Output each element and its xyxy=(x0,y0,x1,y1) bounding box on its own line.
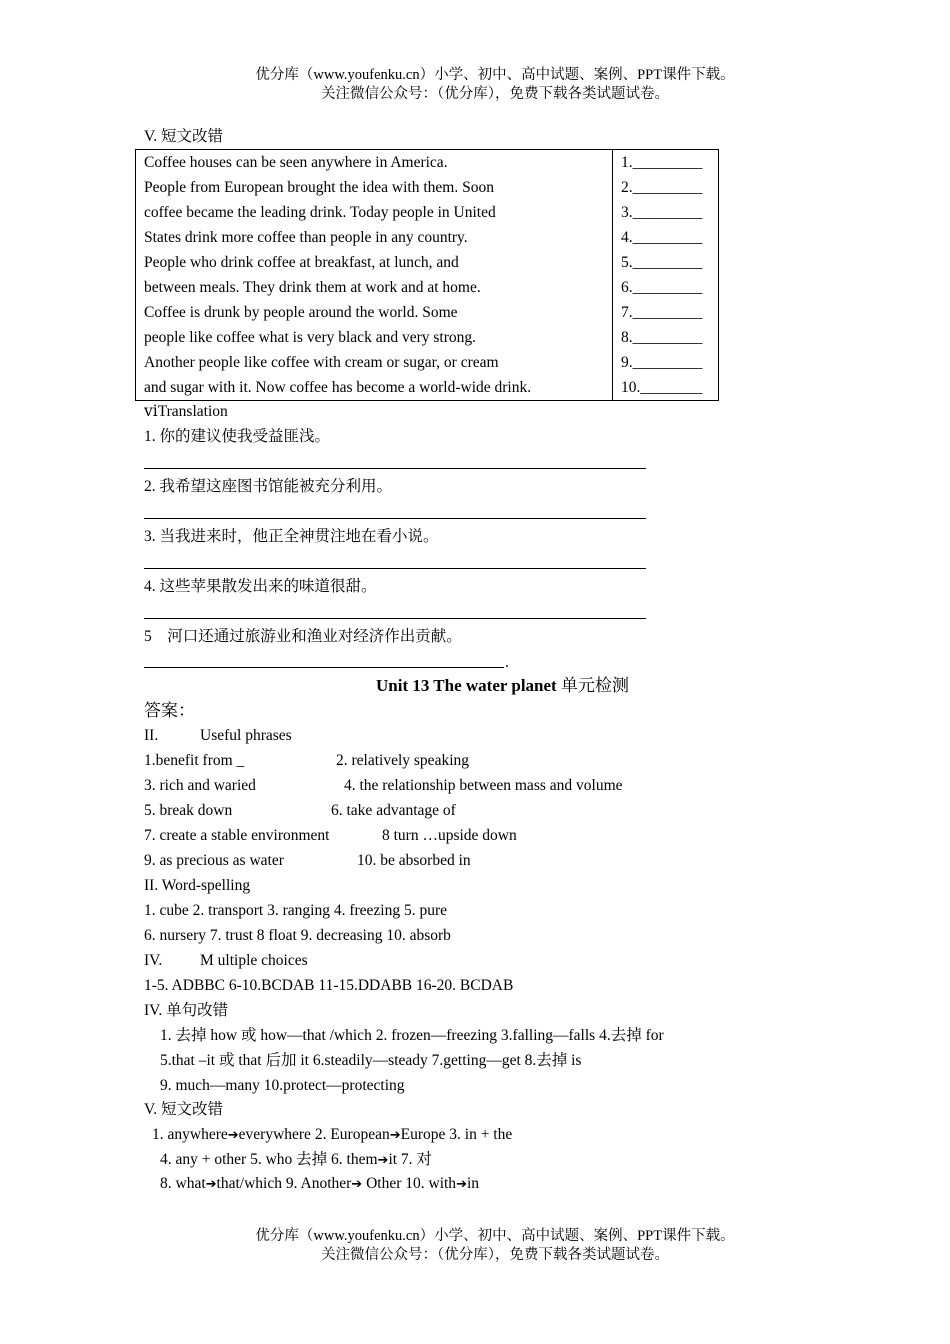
phrase-answer: 2. relatively speaking xyxy=(336,752,469,769)
sentence-correction-line: 1. 去掉 how 或 how—that /which 2. frozen—freezing 3.falling—falls 4.去掉 for xyxy=(160,1027,664,1044)
arrow-icon: ➔ xyxy=(456,1177,467,1192)
passage-line: People who drink coffee at breakfast, at lunch, and xyxy=(144,254,459,271)
phrase-answer: 5. break down xyxy=(144,802,233,819)
answer-blank[interactable]: 9._________ xyxy=(621,354,703,371)
sentence-correction-line: 9. much—many 10.protect—protecting xyxy=(160,1077,405,1094)
arrow-icon: ➔ xyxy=(377,1153,389,1168)
answer-blank[interactable]: 7._________ xyxy=(621,304,703,321)
passage-line: and sugar with it. Now coffee has become a world-wide drink. xyxy=(144,379,532,396)
header-line-2: 关注微信公众号：（优分库），免费下载各类试题试卷。 xyxy=(321,86,669,102)
answer-blank[interactable]: 5._________ xyxy=(621,254,703,271)
arrow-icon: ➔ xyxy=(227,1128,239,1143)
answer-blank[interactable]: 8._________ xyxy=(621,329,703,346)
mc-heading-text: M ultiple choices xyxy=(200,952,308,969)
phrase-answer: 6. take advantage of xyxy=(331,802,456,819)
arrow-icon: ➔ xyxy=(205,1177,217,1192)
answer-text: Other 10. with xyxy=(362,1175,457,1192)
passage-answer-line-1 xyxy=(152,1122,512,1148)
answers-label: 答案： xyxy=(144,701,195,720)
answer-text: 4. any + other 5. who 去掉 6. them xyxy=(160,1151,378,1168)
answer-line-5[interactable] xyxy=(144,667,504,668)
answer-text: 8. what xyxy=(160,1175,206,1192)
answer-text: in xyxy=(466,1175,480,1192)
passage-line: people like coffee what is very black and very strong. xyxy=(144,329,476,346)
translation-item-2: 2. 我希望这座图书馆能被充分利用。 xyxy=(144,478,393,495)
phrase-answer: 10. be absorbed in xyxy=(357,852,471,869)
answer-text: 1. anywhere xyxy=(152,1126,228,1143)
footer-line-2: 关注微信公众号：（优分库），免费下载各类试题试卷。 xyxy=(321,1247,669,1263)
answer-blank[interactable]: 3._________ xyxy=(621,204,703,221)
passage-answer-line-3 xyxy=(160,1171,479,1197)
translation-item-1: 1. 你的建议使我受益匪浅。 xyxy=(144,428,331,445)
sentence-correction-line: 5.that –it 或 that 后加 it 6.steadily—steady 7.getting—get 8.去掉 is xyxy=(160,1052,582,1069)
phrase-answer: 8 turn …upside down xyxy=(382,827,517,844)
page-footer xyxy=(0,1227,950,1265)
phrase-answer: 4. the relationship between mass and volume xyxy=(344,777,623,794)
arrow-icon: ➔ xyxy=(389,1128,401,1143)
translation-item-3: 3. 当我进来时，他正全神贯注地在看小说。 xyxy=(144,528,439,545)
answer-text: it 7. 对 xyxy=(388,1151,432,1168)
final-period: . xyxy=(505,654,509,671)
answer-line-1[interactable] xyxy=(144,468,646,469)
unit-title-bold: Unit 13 The water planet xyxy=(376,676,557,695)
footer-line-1: 优分库（www.youfenku.cn）小学、初中、高中试题、案例、PPT课件下载。 xyxy=(255,1228,735,1244)
passage-cell xyxy=(136,150,613,401)
phrase-answer: 1.benefit from _ xyxy=(144,752,245,769)
passage-answer-line-2 xyxy=(160,1147,432,1173)
mc-heading-num: IV. xyxy=(144,952,163,969)
unit-title xyxy=(376,673,629,699)
passage-line: coffee became the leading drink. Today people in United xyxy=(144,204,496,221)
answer-line-3[interactable] xyxy=(144,568,646,569)
answer-blank[interactable]: 6._________ xyxy=(621,279,703,296)
word-spelling-line: 1. cube 2. transport 3. ranging 4. freezing 5. pure xyxy=(144,902,448,919)
passage-correction-heading: V. 短文改错 xyxy=(144,1101,223,1118)
answer-blank[interactable]: 2._________ xyxy=(621,179,703,196)
blanks-cell xyxy=(613,150,719,401)
word-spelling-line: 6. nursery 7. trust 8 float 9. decreasing 10. absorb xyxy=(144,927,451,944)
header-line-1: 优分库（www.youfenku.cn）小学、初中、高中试题、案例、PPT课件下载。 xyxy=(255,67,735,83)
phrases-heading-num: II. xyxy=(144,727,159,744)
phrase-answer: 7. create a stable environment xyxy=(144,827,330,844)
answer-text: everywhere 2. European xyxy=(238,1126,390,1143)
unit-title-suffix: 单元检测 xyxy=(556,676,629,695)
answer-text: Europe 3. in + the xyxy=(400,1126,513,1143)
translation-item-4: 4. 这些苹果散发出来的味道很甜。 xyxy=(144,578,377,595)
phrase-answer: 3. rich and waried xyxy=(144,777,256,794)
passage-line: People from European brought the idea with them. Soon xyxy=(144,179,494,196)
passage-line: Coffee is drunk by people around the world. Some xyxy=(144,304,458,321)
translation-item-5: 5 河口还通过旅游业和渔业对经济作出贡献。 xyxy=(144,628,462,645)
answer-blank[interactable]: 10.________ xyxy=(621,379,703,396)
error-correction-table xyxy=(135,149,719,401)
answer-blank[interactable]: 4._________ xyxy=(621,229,703,246)
passage-line: Another people like coffee with cream or sugar, or cream xyxy=(144,354,499,371)
arrow-icon: ➔ xyxy=(351,1177,363,1192)
answer-blank[interactable]: 1._________ xyxy=(621,154,703,171)
phrases-heading-text: Useful phrases xyxy=(200,727,292,744)
passage-line: States drink more coffee than people in any country. xyxy=(144,229,468,246)
phrase-answer: 9. as precious as water xyxy=(144,852,284,869)
section-v-heading: V. 短文改错 xyxy=(144,128,223,145)
answer-text: that/which 9. Another xyxy=(216,1175,352,1192)
passage-line: Coffee houses can be seen anywhere in America. xyxy=(144,154,448,171)
translation-heading: ⅵTranslation xyxy=(144,403,228,420)
page-header xyxy=(0,66,950,104)
answer-line-4[interactable] xyxy=(144,618,646,619)
mc-answers: 1-5. ADBBC 6-10.BCDAB 11-15.DDABB 16-20. BCDAB xyxy=(144,977,514,994)
word-spelling-heading: II. Word-spelling xyxy=(144,877,251,894)
passage-line: between meals. They drink them at work and at home. xyxy=(144,279,481,296)
answer-line-2[interactable] xyxy=(144,518,646,519)
sentence-correction-heading: IV. 单句改错 xyxy=(144,1002,229,1019)
